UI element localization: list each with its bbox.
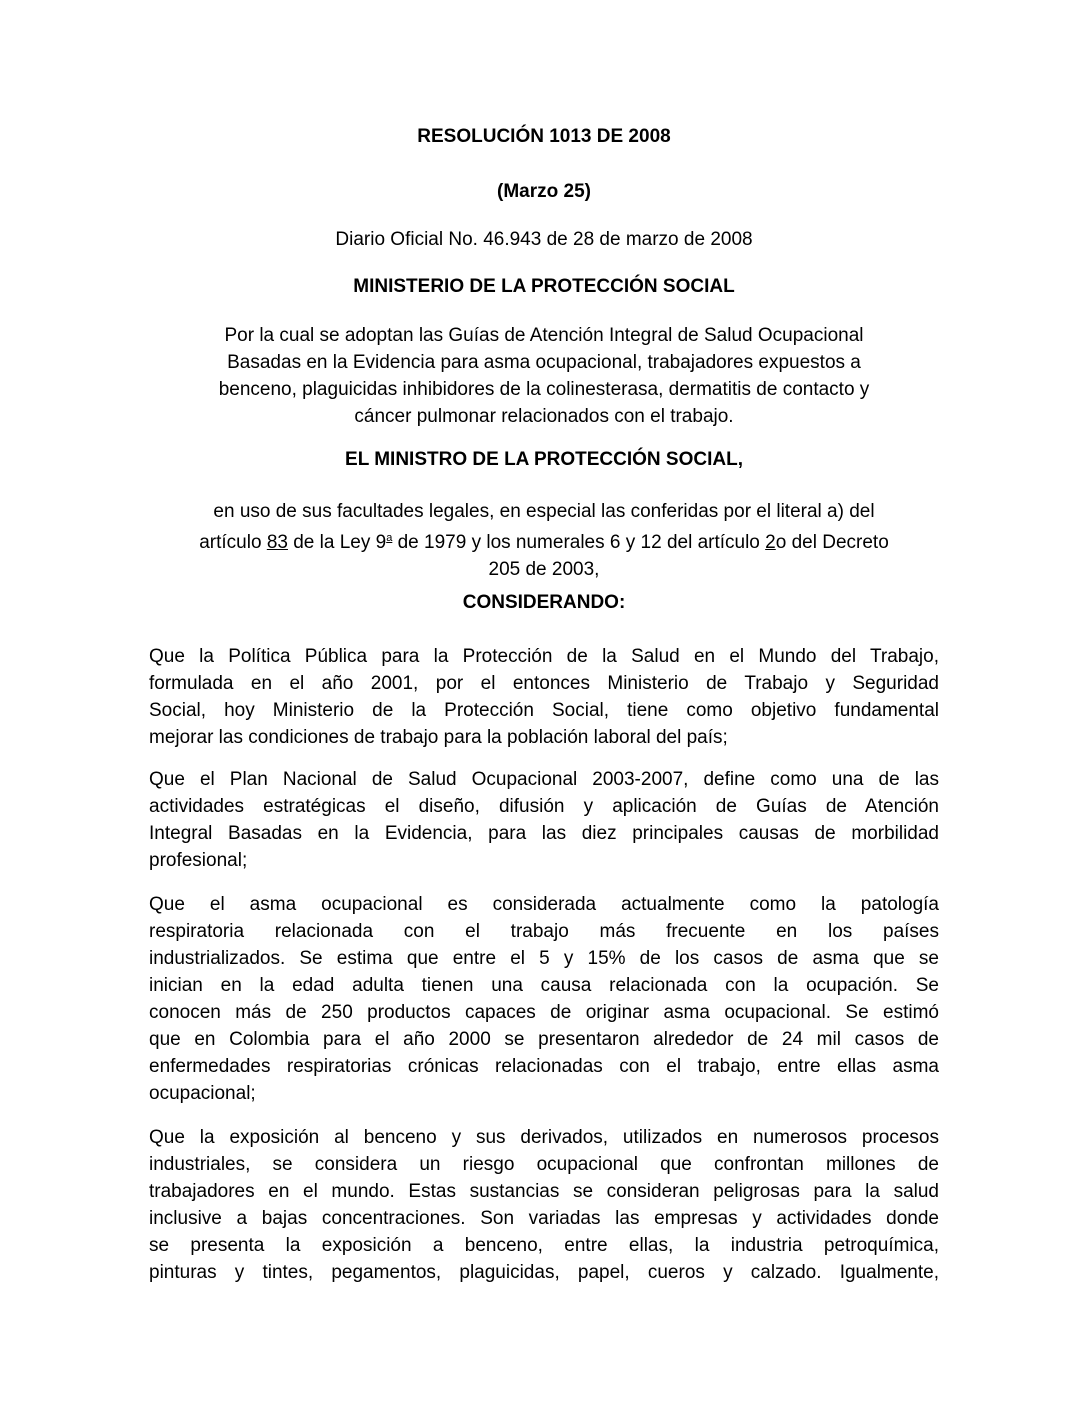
paragraph-line: industrializados. Se estima que entre el 5 y 15% de los casos de asma que se <box>149 948 939 969</box>
paragraph-line: inician en la edad adulta tienen una causa relacionada con la ocupación. Se <box>149 975 939 996</box>
official-gazette-reference: Diario Oficial No. 46.943 de 28 de marzo de 2008 <box>335 229 753 250</box>
paragraph-line: Que el Plan Nacional de Salud Ocupacional 2003-2007, define como una de las <box>149 769 939 790</box>
legal-powers-clause <box>140 498 948 583</box>
paragraph-line: trabajadores en el mundo. Estas sustancias se consideran peligrosas para la salud <box>149 1181 939 1202</box>
paragraph-line: enfermedades respiratorias crónicas relacionadas con el trabajo, entre ellas asma <box>149 1056 939 1077</box>
article-2-link[interactable]: 2 <box>765 532 776 553</box>
paragraph-line: Que el asma ocupacional es considerada actualmente como la patología <box>149 894 939 915</box>
summary-line: cáncer pulmonar relacionados con el trabajo. <box>354 406 734 427</box>
summary-line: Basadas en la Evidencia para asma ocupacional, trabajadores expuestos a <box>227 352 861 373</box>
powers-text: de 1979 y los numerales 6 y 12 del artículo <box>392 532 766 553</box>
paragraph-line: mejorar las condiciones de trabajo para la población laboral del país; <box>149 727 728 748</box>
paragraph-line: Integral Basadas en la Evidencia, para las diez principales causas de morbilidad <box>149 823 939 844</box>
paragraph-line: se presenta la exposición a benceno, entre ellas, la industria petroquímica, <box>149 1235 939 1256</box>
minister-heading: EL MINISTRO DE LA PROTECCIÓN SOCIAL, <box>345 449 743 470</box>
paragraph-line: actividades estratégicas el diseño, difusión y aplicación de Guías de Atención <box>149 796 939 817</box>
powers-text: o del Decreto <box>775 532 889 553</box>
resolution-title: RESOLUCIÓN 1013 DE 2008 <box>417 126 671 147</box>
paragraph-line: respiratoria relacionada con el trabajo más frecuente en los países <box>149 921 939 942</box>
ordinal-superscript: a <box>386 532 393 544</box>
paragraph-line: profesional; <box>149 850 248 871</box>
powers-text: de la Ley 9 <box>287 532 387 553</box>
considering-paragraph <box>149 1124 939 1286</box>
considering-paragraph <box>149 766 939 874</box>
paragraph-line: formulada en el año 2001, por el entonces Ministerio de Trabajo y Seguridad <box>149 673 939 694</box>
paragraph-line: industriales, se considera un riesgo ocupacional que confrontan millones de <box>149 1154 939 1175</box>
paragraph-line: que en Colombia para el año 2000 se presentaron alrededor de 24 mil casos de <box>149 1029 939 1050</box>
article-83-link[interactable]: 83 <box>266 532 288 553</box>
ministry-heading: MINISTERIO DE LA PROTECCIÓN SOCIAL <box>353 276 735 297</box>
considering-paragraph <box>149 891 939 1107</box>
paragraph-line: pinturas y tintes, pegamentos, plaguicidas, papel, cueros y calzado. Igualmente, <box>149 1262 939 1283</box>
considering-paragraph <box>149 643 939 751</box>
powers-line <box>140 525 948 556</box>
paragraph-line: Que la Política Pública para la Protección de la Salud en el Mundo del Trabajo, <box>149 646 939 667</box>
resolution-date: (Marzo 25) <box>497 181 591 202</box>
paragraph-line: inclusive a bajas concentraciones. Son variadas las empresas y actividades donde <box>149 1208 939 1229</box>
considering-heading: CONSIDERANDO: <box>462 592 626 613</box>
resolution-summary <box>140 322 948 430</box>
paragraph-line: ocupacional; <box>149 1083 256 1104</box>
summary-line: Por la cual se adoptan las Guías de Atención Integral de Salud Ocupacional <box>224 325 864 346</box>
powers-line: en uso de sus facultades legales, en especial las conferidas por el literal a) del <box>213 501 875 522</box>
powers-line: 205 de 2003, <box>488 559 600 580</box>
summary-line: benceno, plaguicidas inhibidores de la colinesterasa, dermatitis de contacto y <box>218 379 870 400</box>
paragraph-line: Social, hoy Ministerio de la Protección Social, tiene como objetivo fundamental <box>149 700 939 721</box>
paragraph-line: Que la exposición al benceno y sus derivados, utilizados en numerosos procesos <box>149 1127 939 1148</box>
paragraph-line: conocen más de 250 productos capaces de originar asma ocupacional. Se estimó <box>149 1002 939 1023</box>
powers-text: artículo <box>199 532 267 553</box>
